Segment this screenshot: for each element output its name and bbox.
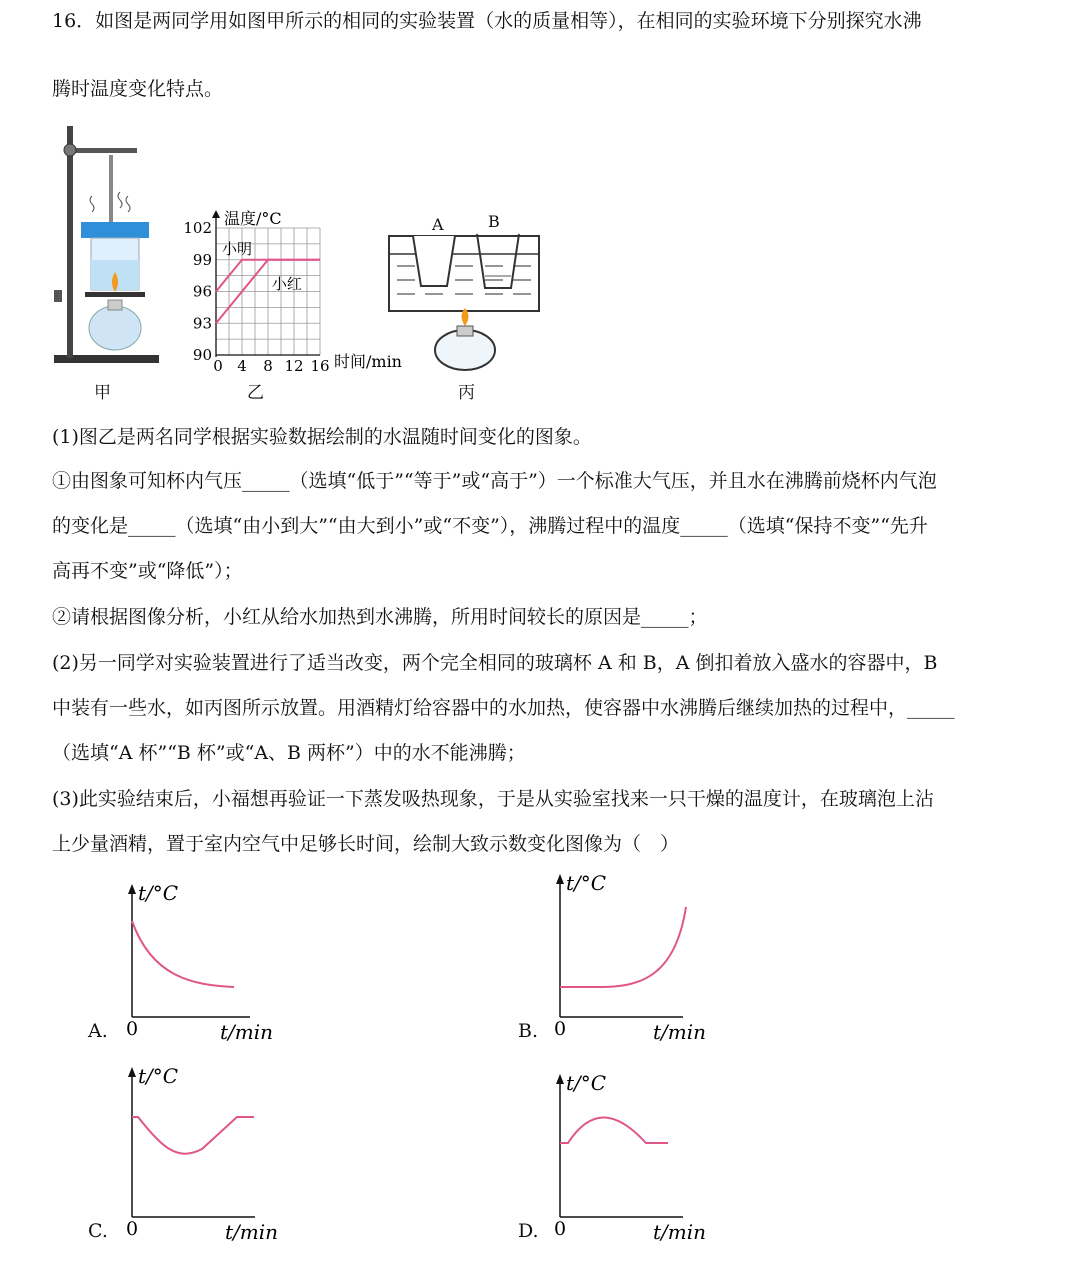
option-b-label: B.	[518, 1020, 539, 1042]
x-tick-label: 0	[213, 357, 223, 375]
bing-cup-b-label: B	[488, 212, 500, 231]
figure-yi-chart	[170, 200, 415, 375]
option-curve	[560, 907, 686, 987]
part-3-line2: 上少量酒精，置于室内空气中足够长时间，绘制大致示数变化图像为（ ）	[52, 833, 680, 855]
x-tick-label: 4	[237, 357, 247, 375]
y-tick-label: 96	[192, 282, 212, 301]
question-line-2: 腾时温度变化特点。	[52, 78, 224, 100]
option-c-label: C.	[88, 1220, 108, 1242]
option-b-graph	[548, 862, 723, 1047]
y-axis-arrow	[556, 874, 564, 884]
option-curve	[132, 1117, 254, 1154]
y-axis-arrow	[212, 210, 220, 218]
caption-bing: 丙	[458, 383, 475, 403]
option-d-graph	[548, 1062, 723, 1247]
x-tick-label: 16	[310, 357, 330, 375]
y-tick-label: 102	[183, 219, 212, 237]
x-axis-label: 时间/min	[334, 352, 402, 371]
figure-bing-apparatus	[385, 230, 545, 380]
y-axis-arrow	[556, 1074, 564, 1084]
origin-label: 0	[126, 1218, 139, 1240]
figure-jia-apparatus	[40, 120, 170, 370]
y-axis-arrow	[128, 1067, 136, 1077]
option-curve	[560, 1118, 668, 1144]
part-1-sub1-line1: ①由图象可知杯内气压_____（选填“低于”“等于”或“高于”）一个标准大气压，并且水在沸腾前烧杯内气泡	[52, 470, 937, 492]
origin-label: 0	[554, 1018, 567, 1040]
y-axis-label: 温度/°C	[224, 209, 282, 228]
part-1-sub1-line2: 的变化是_____（选填“由小到大”“由大到小”或“不变”），沸腾过程中的温度_____（选填“保持不变”“先升	[52, 515, 928, 537]
x-tick-label: 12	[284, 357, 304, 375]
option-d-label: D.	[518, 1220, 539, 1242]
y-axis-arrow	[128, 884, 136, 894]
y-axis-label: t/°C	[566, 1071, 607, 1095]
figures-row	[40, 120, 600, 405]
part-2-line3: （选填“A 杯”“B 杯”或“A、B 两杯”）中的水不能沸腾；	[52, 742, 526, 764]
option-c-graph	[120, 1055, 295, 1247]
y-axis-label: t/°C	[566, 871, 607, 895]
option-curve	[132, 921, 234, 987]
y-tick-label: 93	[192, 314, 212, 333]
y-axis-label: t/°C	[138, 881, 179, 905]
x-axis-label: t/min	[653, 1020, 707, 1044]
x-axis-label: t/min	[225, 1220, 279, 1244]
part-2-line1: (2)另一同学对实验装置进行了适当改变，两个完全相同的玻璃杯 A 和 B，A 倒扣着放入盛水的容器中，B	[52, 652, 938, 674]
part-2-line2: 中装有一些水，如丙图所示放置。用酒精灯给容器中的水加热，使容器中水沸腾后继续加热的过程中，_____	[52, 697, 955, 719]
part-3-line1: (3)此实验结束后，小福想再验证一下蒸发吸热现象，于是从实验室找来一只干燥的温度计，在玻璃泡上沾	[52, 788, 934, 810]
y-tick-label: 99	[192, 250, 212, 269]
series-label: 小明	[222, 240, 253, 259]
caption-jia: 甲	[94, 383, 111, 403]
x-axis-label: t/min	[220, 1020, 274, 1044]
option-a-graph	[120, 872, 290, 1047]
origin-label: 0	[126, 1018, 139, 1040]
bing-cup-a-label: A	[432, 215, 444, 234]
part-1-sub1-line3: 高再不变”或“降低”）；	[52, 560, 243, 582]
origin-label: 0	[554, 1218, 567, 1240]
y-tick-label: 90	[192, 346, 212, 364]
question-line-1: 16．如图是两同学用如图甲所示的相同的实验装置（水的质量相等），在相同的实验环境下分别探究水沸	[52, 10, 922, 32]
series-label: 小红	[271, 275, 302, 294]
caption-yi: 乙	[247, 383, 264, 403]
x-tick-label: 8	[263, 357, 273, 375]
x-axis-label: t/min	[653, 1220, 707, 1244]
y-axis-label: t/°C	[138, 1064, 179, 1088]
part-1-intro: (1)图乙是两名同学根据实验数据绘制的水温随时间变化的图象。	[52, 426, 592, 448]
option-a-label: A.	[88, 1020, 108, 1042]
part-1-sub2: ②请根据图像分析，小红从给水加热到水沸腾，所用时间较长的原因是_____；	[52, 606, 708, 628]
